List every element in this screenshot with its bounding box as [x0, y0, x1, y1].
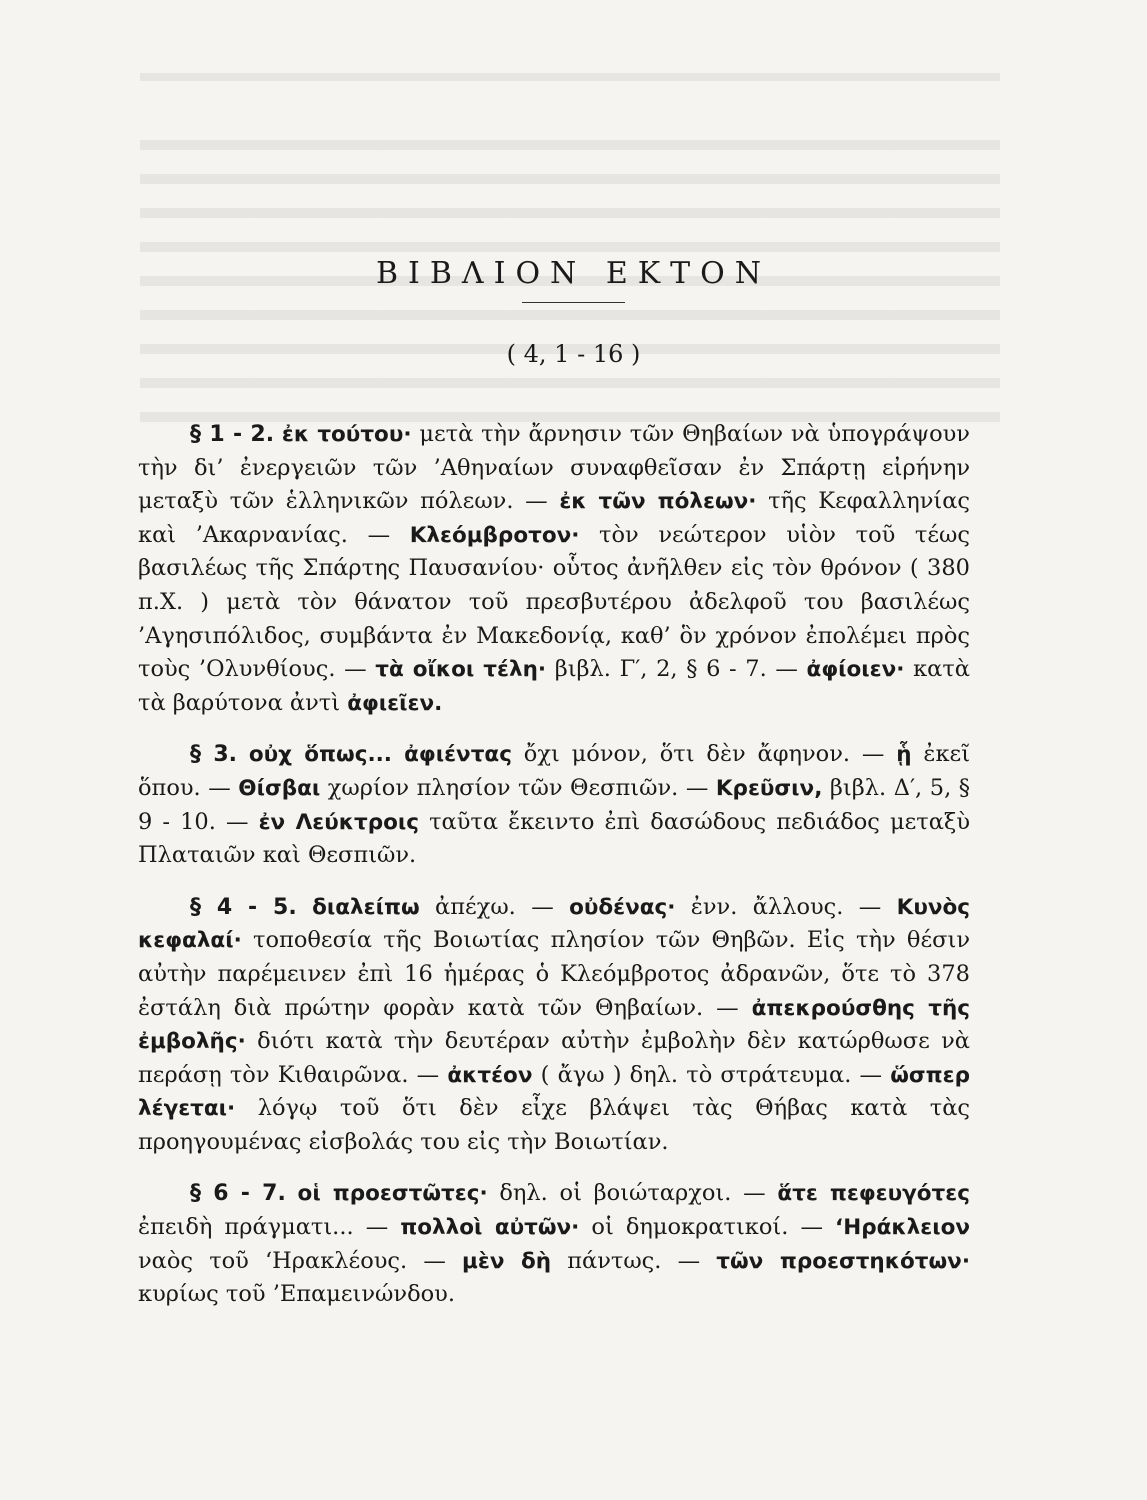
lemma: οἱ προεστῶτες· — [297, 1181, 488, 1207]
gloss: κατὰ τὰ βαρύτονα ἀντὶ — [138, 656, 970, 716]
lemma: ἀφιεῖεν. — [347, 690, 443, 716]
bleed-through-texture — [140, 62, 1000, 92]
gloss: μετὰ τὴν ἄρνησιν τῶν Θηβαίων νὰ ὑπογράψουν τὴν δι’ ἐνεργειῶν τῶν ’Αθηναίων συναφθεῖσαν ἐν Σπάρτῃ εἰρήνην μεταξὺ τῶν ἑλληνικῶν πόλεων. — — [138, 421, 970, 515]
lemma: Κρεῦσιν, — [715, 775, 823, 801]
lemma: Θίσβαι — [238, 775, 321, 801]
gloss: ἐνν. ἄλλους. — — [675, 893, 897, 920]
lemma: ὥσπερ λέγεται· — [138, 1062, 970, 1122]
gloss: τοποθεσία τῆς Βοιωτίας πλησίον τῶν Θηβῶν. Εἰς τὴν θέσιν αὐτὴν παρέμεινεν ἐπὶ 16 ἡμέρας ὁ Κλεόμβροτος ἀδρανῶν, ὅτε τὸ 378 ἐστάλη διὰ πρώτην φορὰν κατὰ τῶν Θηβαίων. — — [138, 927, 970, 1021]
lemma: ἀφίοιεν· — [806, 657, 905, 683]
paragraph-1 — [138, 418, 970, 720]
gloss: ( ἄγω ) δηλ. τὸ στράτευμα. — — [532, 1061, 891, 1088]
section-number: § 1 - 2. — [190, 422, 275, 447]
section-number: § 3. — [190, 742, 238, 768]
lemma: οὐχ ὅπως... ἀφιέντας — [248, 742, 512, 768]
lemma: Κλεόμβροτον· — [409, 522, 580, 548]
lemma: ‘Ηράκλειον — [835, 1215, 970, 1241]
lemma: ἐν Λεύκτροις — [258, 809, 420, 835]
section-number: § 6 - 7. — [190, 1181, 286, 1207]
gloss: τῆς Κεφαλληνίας καὶ ’Ακαρνανίας. — — [138, 488, 970, 548]
gloss: ἐπειδὴ πράγματι... — — [138, 1214, 401, 1241]
section-number: § 4 - 5. — [190, 894, 297, 920]
title-divider — [522, 302, 625, 303]
lemma: τὰ οἴκοι τέλη· — [375, 657, 547, 683]
lemma: Κυνὸς κεφαλαί· — [138, 894, 971, 954]
gloss: λόγῳ τοῦ ὅτι δὲν εἶχε βλάψει τὰς Θήβας κατὰ τὰς προηγουμένας εἰσβολάς του εἰς τὴν Βοιωτίαν. — [138, 1095, 970, 1155]
commentary-text — [138, 418, 970, 1330]
gloss: ἐκεῖ ὅπου. — — [138, 741, 971, 801]
lemma: πολλοὶ αὐτῶν· — [400, 1215, 580, 1241]
gloss: πάντως. — — [551, 1247, 717, 1274]
gloss: ὄχι μόνον, ὅτι δὲν ἄφηνον. — — [511, 741, 897, 768]
gloss: διότι κατὰ τὴν δευτέραν αὐτὴν ἐμβολὴν δὲν κατώρθωσε νὰ περάσῃ τὸν Κιθαιρῶνα. — — [138, 1028, 970, 1088]
gloss: ἀπέχω. — — [419, 893, 570, 920]
gloss: βιβλ. Γ′, 2, § 6 - 7. — — [546, 656, 807, 683]
lemma: ἐκ τούτου· — [281, 422, 412, 447]
gloss: δηλ. οἱ βοιώταρχοι. — — [487, 1180, 778, 1207]
gloss: ταῦτα ἔκειντο ἐπὶ δασώδους πεδιάδος μεταξὺ Πλαταιῶν καὶ Θεσπιῶν. — [138, 808, 970, 869]
lemma: τῶν προεστηκότων· — [716, 1248, 970, 1274]
gloss: κυρίως τοῦ ’Επαμεινώνδου. — [138, 1281, 455, 1308]
book-title: ΒΙΒΛΙΟΝ ΕΚΤΟΝ — [375, 256, 771, 292]
paragraph-2 — [138, 738, 970, 872]
lemma: διαλείπω — [312, 894, 420, 920]
paragraph-3 — [138, 891, 970, 1160]
gloss: χωρίον πλησίον τῶν Θεσπιῶν. — — [320, 774, 716, 801]
gloss: βιβλ. Δ′, 5, § 9 - 10. — — [138, 774, 971, 835]
lemma: ἀπεκρούσθης τῆς ἐμβολῆς· — [138, 995, 970, 1055]
lemma: μὲν δὴ — [462, 1248, 552, 1274]
gloss: τὸν νεώτερον υἱὸν τοῦ τέως βασιλέως τῆς Σπάρτης Παυσανίου· οὗτος ἀνῆλθεν εἰς τὸν θρόνον ( 380 π.Χ. ) μετὰ τὸν θάνατον τοῦ πρεσβυτέρου ἀδελφοῦ του βασιλέως ’Αγησιπόλιδος, συμβάντα ἐν Μακεδονίᾳ, καθ’ ὃν χρόνον ἐπολέμει πρὸς τοὺς ’Ολυνθίους. — — [138, 521, 970, 683]
gloss: οἱ δημοκρατικοί. — — [579, 1214, 836, 1241]
lemma: οὐδένας· — [569, 894, 676, 920]
lemma: ᾗ — [896, 742, 912, 768]
paragraph-4 — [138, 1177, 970, 1311]
lemma: ἀκτέον — [447, 1062, 533, 1088]
lemma: ἐκ τῶν πόλεων· — [559, 489, 757, 515]
chapter-range: ( 4, 1 - 16 ) — [506, 340, 641, 368]
lemma: ἅτε πεφευγότες — [777, 1181, 970, 1207]
gloss: ναὸς τοῦ ‘Ηρακλέους. — — [138, 1247, 463, 1274]
